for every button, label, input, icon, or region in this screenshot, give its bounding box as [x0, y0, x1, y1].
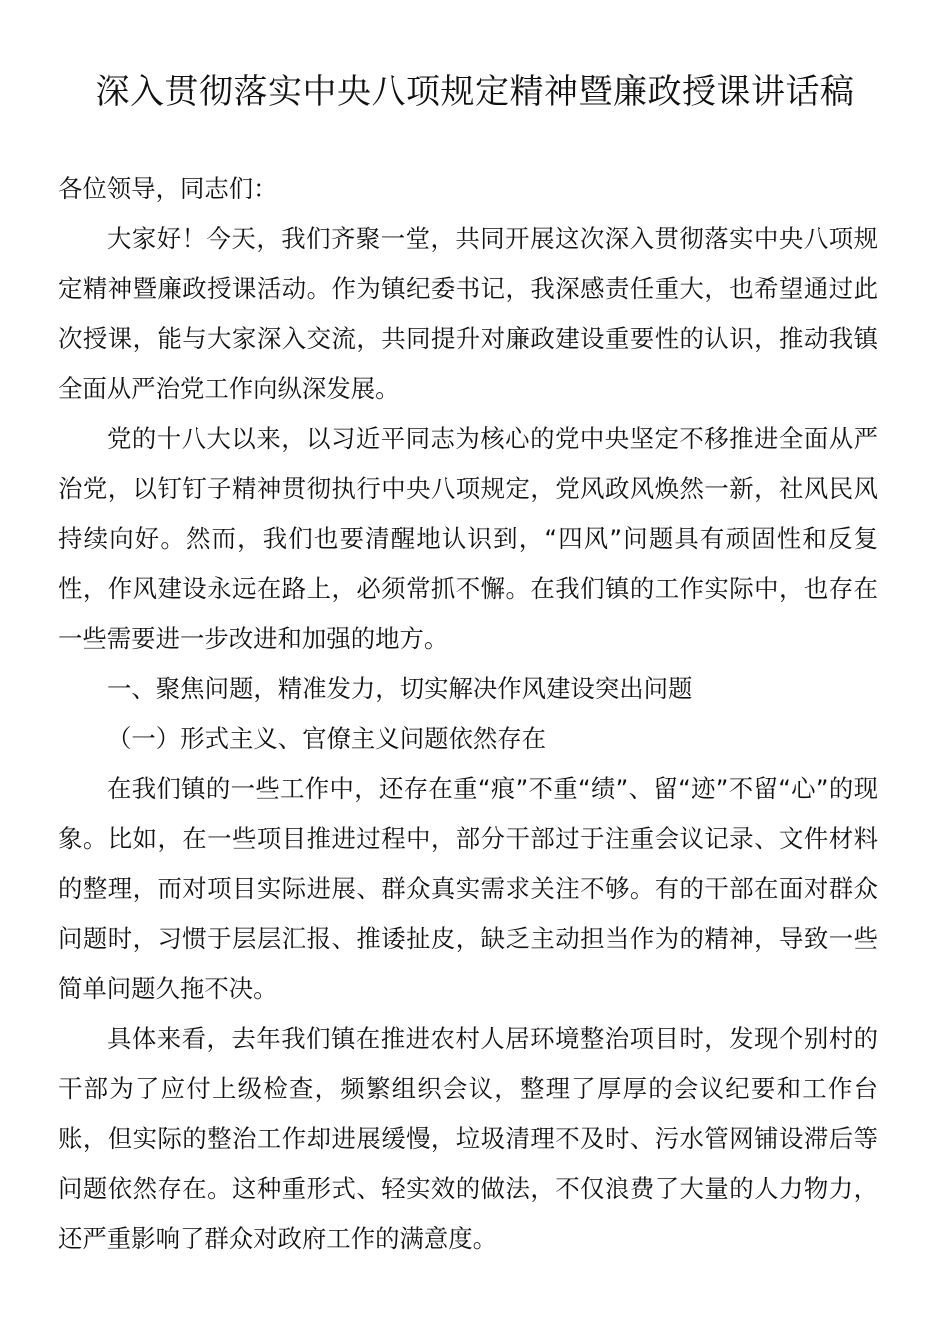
document-title: 深入贯彻落实中央八项规定精神暨廉政授课讲话稿: [95, 72, 855, 112]
paragraph-formalism: 在我们镇的一些工作中，还存在重“痕”不重“绩”、留“迹”不留“心”的现象。比如，在一些项目推进过程中，部分干部过于注重会议记录、文件材料的整理，而对项目实际进展、群众真实需求关注不够。有的干部在面对群众问题时，习惯于层层汇报、推诿扯皮，缺乏主动担当作为的精神，导致一些简单问题久拖不决。: [58, 774, 878, 1003]
document-body: [58, 164, 878, 1264]
paragraph-background: 党的十八大以来，以习近平同志为核心的党中央坚定不移推进全面从严治党，以钉钉子精神贯彻执行中央八项规定，党风政风焕然一新，社风民风持续向好。然而，我们也要清醒地认识到，“四风”问题具有顽固性和反复性，作风建设永远在路上，必须常抓不懈。在我们镇的工作实际中，也存在一些需要进一步改进和加强的地方。: [58, 424, 878, 653]
salutation: 各位领导，同志们：: [58, 174, 278, 203]
section-heading-1: 一、聚焦问题，精准发力，切实解决作风建设突出问题: [107, 674, 693, 703]
subsection-heading-1: （一）形式主义、官僚主义问题依然存在: [107, 724, 547, 753]
paragraph-example: 具体来看，去年我们镇在推进农村人居环境整治项目时，发现个别村的干部为了应付上级检查，频繁组织会议，整理了厚厚的会议纪要和工作台账，但实际的整治工作却进展缓慢，垃圾清理不及时、污水管网铺设滞后等问题依然存在。这种重形式、轻实效的做法，不仅浪费了大量的人力物力，还严重影响了群众对政府工作的满意度。: [58, 1024, 878, 1253]
paragraph-opening: 大家好！今天，我们齐聚一堂，共同开展这次深入贯彻落实中央八项规定精神暨廉政授课活动。作为镇纪委书记，我深感责任重大，也希望通过此次授课，能与大家深入交流，共同提升对廉政建设重要性的认识，推动我镇全面从严治党工作向纵深发展。: [58, 224, 878, 403]
